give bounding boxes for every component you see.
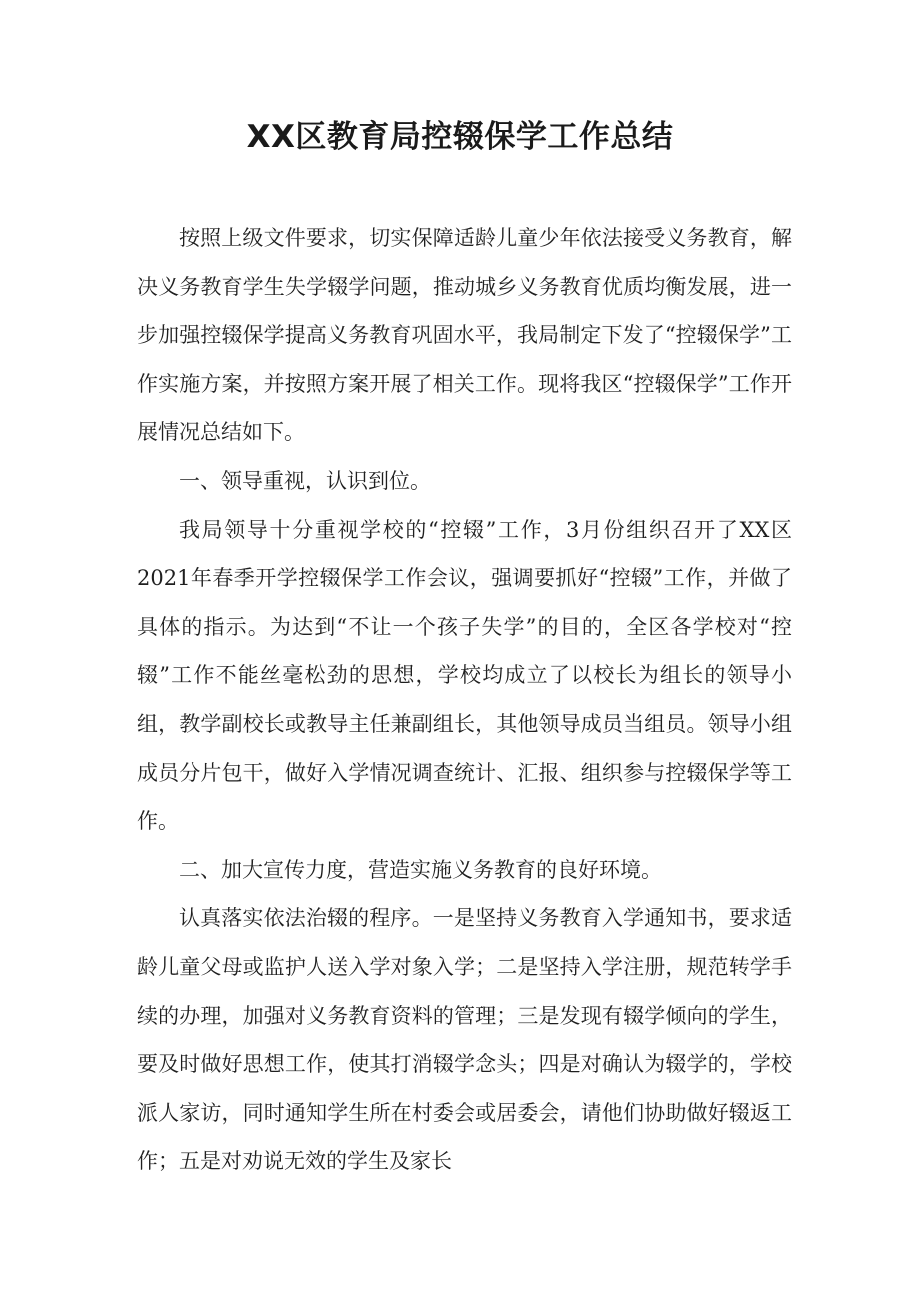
document-body [137, 214, 792, 1186]
section-heading-2: 二、加大宣传力度，营造实施义务教育的良好环境。 [179, 857, 662, 882]
paragraph-leadership: 我局领导十分重视学校的“控辍”工作，3月份组织召开了XX区2021年春季开学控辍保学工作会议，强调要抓好“控辍”工作，并做了具体的指示。为达到“不让一个孩子失学”的目的，全区各学校对“控辍”工作不能丝毫松劲的思想，学校均成立了以校长为组长的领导小组，教学副校长或教导主任兼副组长，其他领导成员当组员。领导小组成员分片包干，做好入学情况调查统计、汇报、组织参与控辍保学等工作。 [137, 517, 792, 834]
paragraph-intro: 按照上级文件要求，切实保障适龄儿童少年依法接受义务教育，解决义务教育学生失学辍学问题，推动城乡义务教育优质均衡发展，进一步加强控辍保学提高义务教育巩固水平，我局制定下发了“控辍保学”工作实施方案，并按照方案开展了相关工作。现将我区“控辍保学”工作开展情况总结如下。 [137, 226, 792, 445]
document-title: XX区教育局控辍保学工作总结 [246, 119, 674, 155]
paragraph-implementation: 认真落实依法治辍的程序。一是坚持义务教育入学通知书，要求适龄儿童父母或监护人送入学对象入学；二是坚持入学注册，规范转学手续的办理，加强对义务教育资料的管理；三是发现有辍学倾向的学生，要及时做好思想工作，使其打消辍学念头；四是对确认为辍学的，学校派人家访，同时通知学生所在村委会或居委会，请他们协助做好辍返工作；五是对劝说无效的学生及家长 [137, 906, 792, 1174]
section-heading-1: 一、领导重视，认识到位。 [179, 468, 431, 493]
